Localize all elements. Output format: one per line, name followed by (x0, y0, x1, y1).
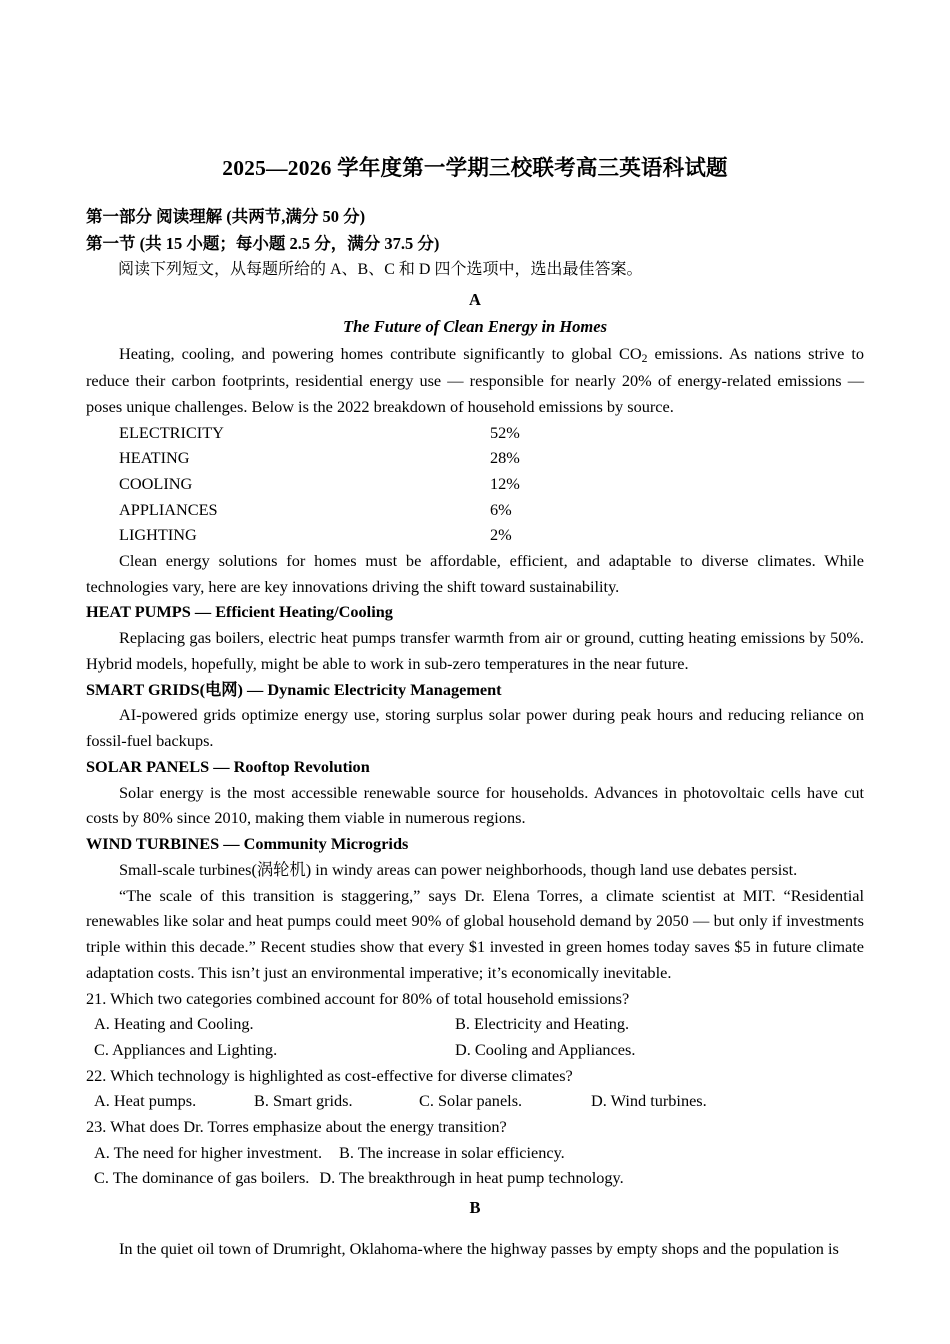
passage-letter-a: A (469, 290, 481, 310)
intro-text-before: Heating, cooling, and powering homes contribute significantly to global CO (119, 343, 642, 363)
breakdown-value: 12% (490, 473, 520, 493)
page-title: 2025—2026 学年度第一学期三校联考高三英语科试题 (222, 156, 728, 180)
list-item (86, 471, 864, 497)
passage-a-lead-paragraph: Clean energy solutions for homes must be affordable, efficient, and adaptable to diverse climates. While technologies vary, here are key innovations driving the shift toward sustainability. (86, 551, 864, 596)
passage-a-quote-paragraph: “The scale of this transition is staggering,” says Dr. Elena Torres, a climate scientist at MIT. “Residential renewables like solar and heat pumps could meet 90% of global household demand by 2050 — but only if investments triple within this decade.” Recent studies show that every $1 invested in green homes today saves $5 in future climate adaptation costs. This isn’t just an environmental imperative; it’s economically inevitable. (86, 885, 864, 982)
breakdown-label: COOLING (119, 473, 193, 493)
breakdown-label: APPLIANCES (119, 499, 218, 519)
passage-letter-b: B (469, 1198, 481, 1218)
question-22-options-row (86, 1088, 864, 1114)
option-21-d[interactable]: D. Cooling and Appliances. (455, 1039, 636, 1059)
innovation-heading-wind-turbines: WIND TURBINES — Community Microgrids (86, 834, 409, 854)
breakdown-label: LIGHTING (119, 525, 197, 545)
breakdown-value: 2% (490, 525, 512, 545)
co2-subscript: 2 (641, 351, 648, 365)
innovation-text-solar-panels: Solar energy is the most accessible renewable source for households. Advances in photovoltaic cells have cut costs by 80% since 2010, making them viable in numerous regions. (86, 782, 864, 828)
option-23-d[interactable]: D. The breakthrough in heat pump technology. (319, 1168, 624, 1188)
list-item (86, 445, 864, 471)
breakdown-value: 28% (490, 448, 520, 468)
list-item (86, 420, 864, 446)
list-item (86, 522, 864, 548)
option-21-a[interactable]: A. Heating and Cooling. (94, 1014, 254, 1034)
question-23-text: 23. What does Dr. Torres emphasize about the energy transition? (86, 1117, 507, 1137)
part-heading: 第一部分 阅读理解 (共两节,满分 50 分) (86, 206, 366, 226)
breakdown-label: HEATING (119, 448, 190, 468)
option-22-a[interactable]: A. Heat pumps. (94, 1091, 197, 1111)
passage-b-first-line: In the quiet oil town of Drumright, Oklahoma-where the highway passes by empty shops and the population is (119, 1238, 839, 1258)
passage-title-a: The Future of Clean Energy in Homes (342, 316, 608, 336)
passage-b-spacer (86, 1222, 864, 1236)
intro-text-after: emissions. As nations strive to reduce their carbon footprints, residential energy use — responsible for nearly 20% of energy-related emissions — poses unique challenges. Below is the 2022 breakdown of household emissions by source. (86, 343, 864, 416)
passage-a-intro (86, 341, 864, 420)
innovation-text-smart-grids: AI-powered grids optimize energy use, storing surplus solar power during peak hours and reducing reliance on fossil-fuel backups. (86, 705, 864, 751)
exam-paper-page (86, 0, 864, 1344)
question-21-text: 21. Which two categories combined account for 80% of total household emissions? (86, 988, 630, 1008)
option-21-b[interactable]: B. Electricity and Heating. (455, 1014, 630, 1034)
section-heading: 第一节 (共 15 小题；每小题 2.5 分，满分 37.5 分) (86, 233, 440, 253)
option-22-d[interactable]: D. Wind turbines. (591, 1091, 707, 1111)
innovation-text-heat-pumps: Replacing gas boilers, electric heat pumps transfer warmth from air or ground, cutting heating emissions by 50%. Hybrid models, hopefully, might be able to work in sub-zero temperatures in the near future. (86, 628, 864, 673)
option-22-c[interactable]: C. Solar panels. (419, 1091, 523, 1111)
option-22-b[interactable]: B. Smart grids. (254, 1091, 353, 1111)
question-21-options-row-2 (86, 1037, 864, 1063)
innovation-heading-heat-pumps: HEAT PUMPS — Efficient Heating/Cooling (86, 602, 393, 622)
option-23-b[interactable]: B. The increase in solar efficiency. (339, 1142, 565, 1162)
question-23-options-row-2 (86, 1165, 864, 1191)
question-21-options-row-1 (86, 1011, 864, 1037)
innovation-heading-smart-grids: SMART GRIDS(电网) — Dynamic Electricity Management (86, 679, 502, 699)
question-22-text: 22. Which technology is highlighted as cost-effective for diverse climates? (86, 1065, 573, 1085)
breakdown-label: ELECTRICITY (119, 422, 224, 442)
breakdown-value: 52% (490, 422, 520, 442)
section-instruction: 阅读下列短文，从每题所给的 A、B、C 和 D 四个选项中，选出最佳答案。 (118, 261, 643, 279)
question-23-options-row-1 (86, 1140, 864, 1166)
option-21-c[interactable]: C. Appliances and Lighting. (94, 1039, 278, 1059)
list-item (86, 497, 864, 523)
innovation-heading-solar-panels: SOLAR PANELS — Rooftop Revolution (86, 756, 370, 776)
option-23-a[interactable]: A. The need for higher investment. (94, 1142, 323, 1162)
emissions-breakdown-list (86, 420, 864, 548)
option-23-c[interactable]: C. The dominance of gas boilers. (94, 1168, 310, 1188)
innovation-text-wind-turbines: Small-scale turbines(涡轮机) in windy areas can power neighborhoods, though land use debates persist. (119, 859, 798, 879)
breakdown-value: 6% (490, 499, 512, 519)
